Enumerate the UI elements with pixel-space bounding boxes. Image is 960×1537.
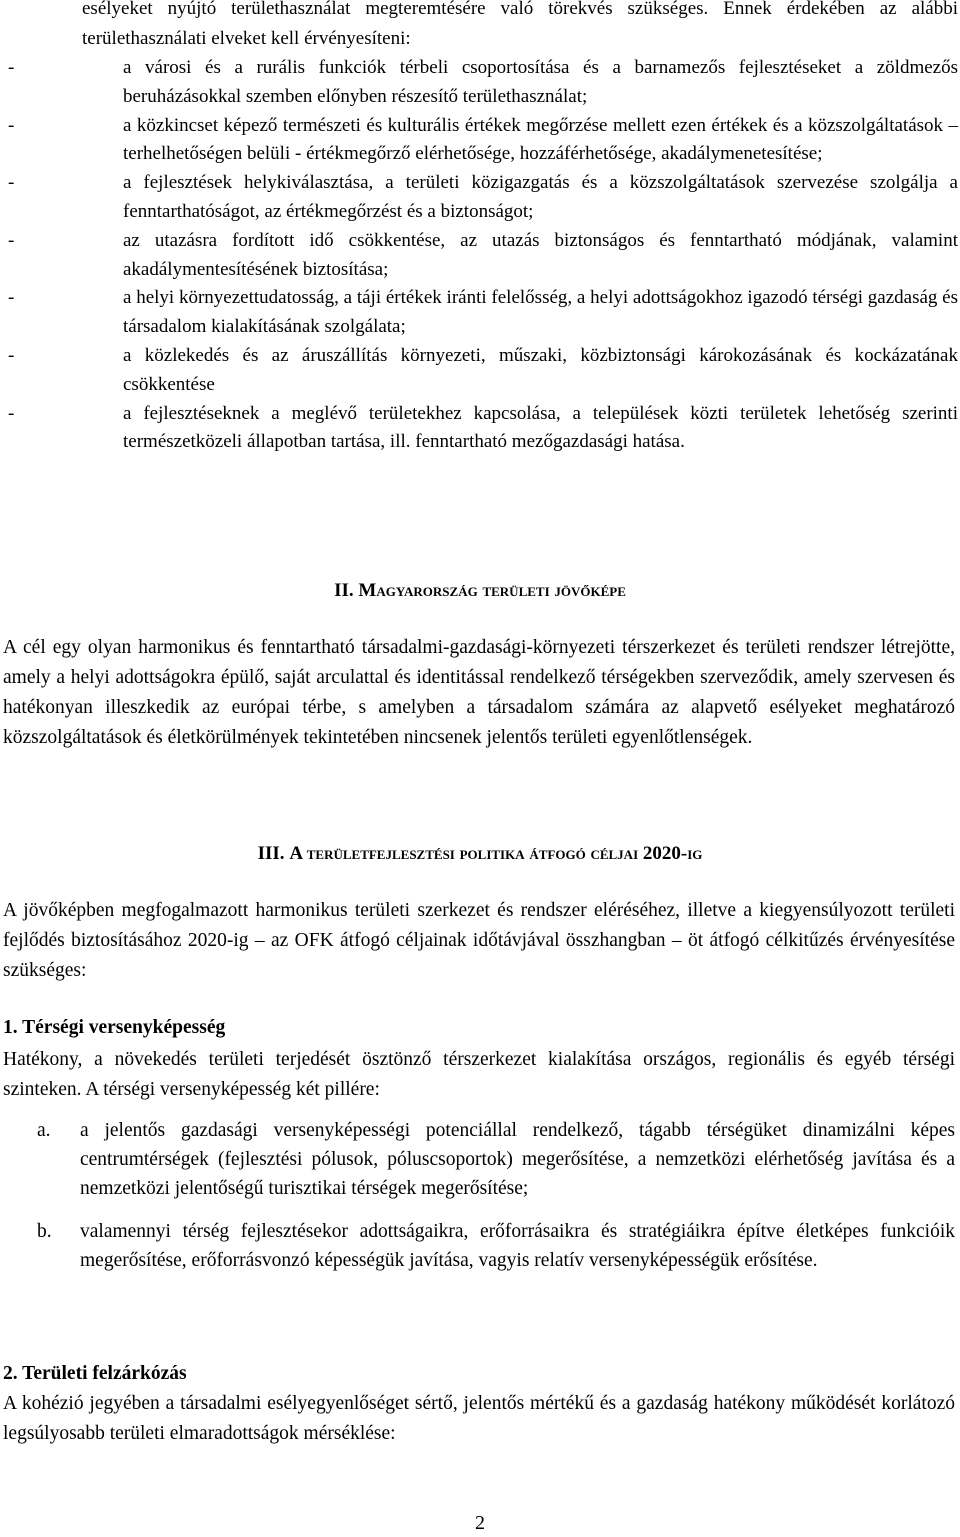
section-heading-ii: II. Magyarország területi jövőképe (334, 580, 626, 601)
dash-marker: - (8, 344, 15, 366)
dash-marker: - (8, 114, 15, 136)
alpha-list (0, 1116, 955, 1275)
section-ii-paragraph: A cél egy olyan harmonikus és fenntartható társadalmi-gazdasági-környezeti térszerkezet és területi rendszer létrejötte, amely a helyi adottságokra épülő, saját arculattal és identitással rendelkező térségekben szerveződik, amely szervesen és hatékonyan illeszkedik az európai térbe, s amelyben a társadalom számára az alapvető esélyeket meghatározó közszolgáltatások és életkörülmények tekintetében nincsenek jelentős területi egyenlőtlenségek. (3, 637, 955, 748)
sub2-paragraph: A kohézió jegyében a társadalmi esélyegyenlőséget sértő, jelentős mértékű és a gazdaság hatékony működését korlátozó legsúlyosabb területi elmaradottságok mérséklése: (3, 1393, 955, 1444)
dash-list (0, 54, 958, 457)
dash-marker: - (8, 57, 15, 78)
section-heading-iii: III. A területfejlesztési politika átfogó céljai 2020-ig (257, 843, 703, 864)
page-number: 2 (475, 1512, 485, 1534)
list-item: a. a jelentős gazdasági versenyképességi potenciállal rendelkező, tágabb térségüket dinamizálni képes centrumtérségek (fejlesztési pólusok, póluscsoportok) megerősítése, a nemzetközi elérhetőség javítása és a nemzetközi jelentőségű turisztikai térségek megerősítése; (0, 1116, 955, 1203)
list-marker: b. (37, 1221, 52, 1242)
list-item: - a helyi környezettudatosság, a táji értékek iránti felelősség, a helyi adottságokhoz igazodó térségi gazdaság és társadalom kialakításának szolgálata; (0, 284, 958, 342)
list-item: - a fejlesztéseknek a meglévő területekhez kapcsolása, a települések közti területek lehetőség szerinti természetközeli állapotban tartása, ill. fenntartható mezőgazdasági hatása. (0, 400, 958, 458)
list-item: - a közkincset képező természeti és kulturális értékek megőrzése mellett ezen értékek és a közszolgáltatások – terhelhetőségen belüli - értékmegőrző elérhetősége, hozzáférhetősége, akadálymenetesítése; (0, 112, 958, 170)
list-item: - az utazásra fordított idő csökkentése, az utazás biztonságos és fenntartható módjának, valamint akadálymentesítésének biztosítása; (0, 227, 958, 285)
list-marker: a. (37, 1120, 51, 1141)
dash-marker: - (8, 402, 15, 424)
subheading-2: 2. Területi felzárkózás (3, 1363, 187, 1384)
dash-marker: - (8, 287, 15, 309)
list-item: - a városi és a rurális funkciók térbeli csoportosítása és a barnamezős fejlesztéseket a zöldmezős beruházásokkal szemben előnyben részesítő területhasználat; (0, 54, 958, 112)
list-item: - a közlekedés és az áruszállítás környezeti, műszaki, közbiztonsági károkozásának és kockázatának csökkentése (0, 342, 958, 400)
list-item: b. valamennyi térség fejlesztésekor adottságaikra, erőforrásaikra és stratégiáikra építve életképes funkcióik megerősítése, erőforrásvonzó képességük javítása, vagyis relatív versenyképességük erősítése. (0, 1217, 955, 1275)
sub1-paragraph: Hatékony, a növekedés területi terjedését ösztönző térszerkezet kialakítása országos, regionális és egyéb térségi szinteken. A térségi versenyképesség két pillére: (3, 1049, 955, 1100)
list-item: - a fejlesztések helykiválasztása, a területi közigazgatás és a közszolgáltatások szervezése szolgálja a fenntarthatóságot, az értékmegőrzést és a biztonságot; (0, 169, 958, 227)
dash-marker: - (8, 229, 15, 251)
section-iii-paragraph: A jövőképben megfogalmazott harmonikus területi szerkezet és rendszer eléréséhez, illetve a kiegyensúlyozott területi fejlődés biztosításához 2020-ig – az OFK átfogó céljainak időtávjával összhangban – öt átfogó célkitűzés érvényesítése szükséges: (3, 900, 955, 981)
subheading-1: 1. Térségi versenyképesség (3, 1017, 226, 1038)
dash-marker: - (8, 172, 15, 194)
intro-continuation: esélyeket nyújtó területhasználat megteremtésére való törekvés szükséges. Ennek érdekében az alábbi területhasználati elveket kell érvényesíteni: (82, 0, 958, 49)
